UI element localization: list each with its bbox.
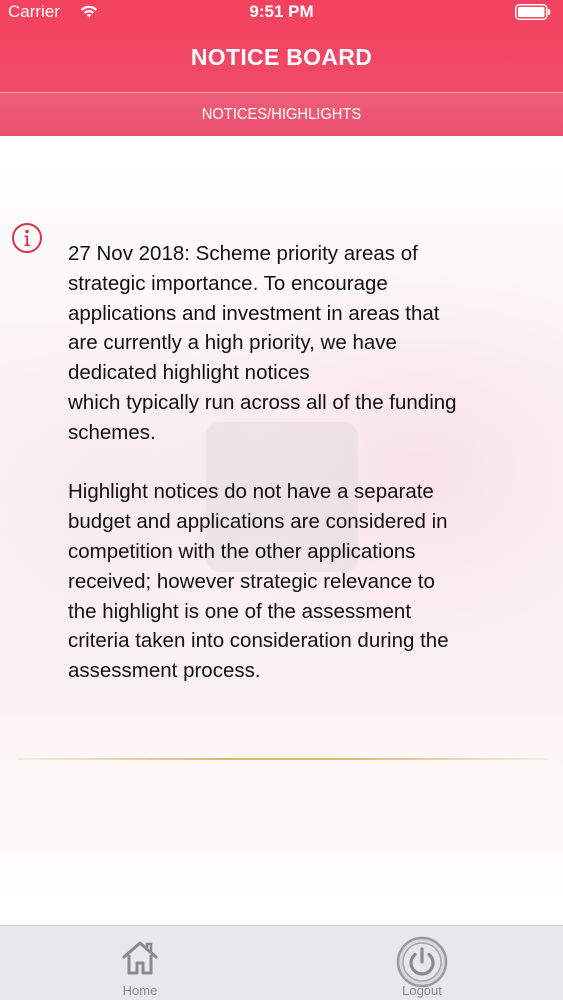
notice-paragraph: 27 Nov 2018: Scheme priority areas of strategic importance. To encourage applications and investment in areas that are currently a high priority, we have dedicated highlight notices which typically run across all of the funding schemes. xyxy=(68,242,457,444)
battery-icon xyxy=(515,4,551,20)
tab-logout[interactable] xyxy=(362,926,482,1000)
status-bar xyxy=(0,0,563,26)
tab-logout-label: Logout xyxy=(402,983,442,998)
notice-paragraph: Highlight notices do not have a separate budget and applications are considered in competition with the other applications received; however strategic relevance to the highlight is one of the assessment criteria taken into consideration during the assessment process. xyxy=(68,480,449,683)
power-icon xyxy=(395,935,449,989)
page-title: NOTICE BOARD xyxy=(190,44,373,70)
home-icon xyxy=(120,938,160,978)
tab-home[interactable] xyxy=(80,926,200,1000)
info-icon xyxy=(11,222,43,254)
tab-home-label: Home xyxy=(122,983,158,998)
status-time: 9:51 PM xyxy=(249,2,314,21)
notice-body xyxy=(68,239,548,716)
app-header xyxy=(0,0,563,92)
divider xyxy=(18,758,548,760)
carrier-label: Carrier xyxy=(8,2,60,21)
notice-content[interactable] xyxy=(0,136,563,925)
tab-notices-highlights[interactable]: NOTICES/HIGHLIGHTS xyxy=(201,106,362,123)
section-tab-bar xyxy=(0,92,563,136)
bottom-tab-bar xyxy=(0,925,563,1000)
